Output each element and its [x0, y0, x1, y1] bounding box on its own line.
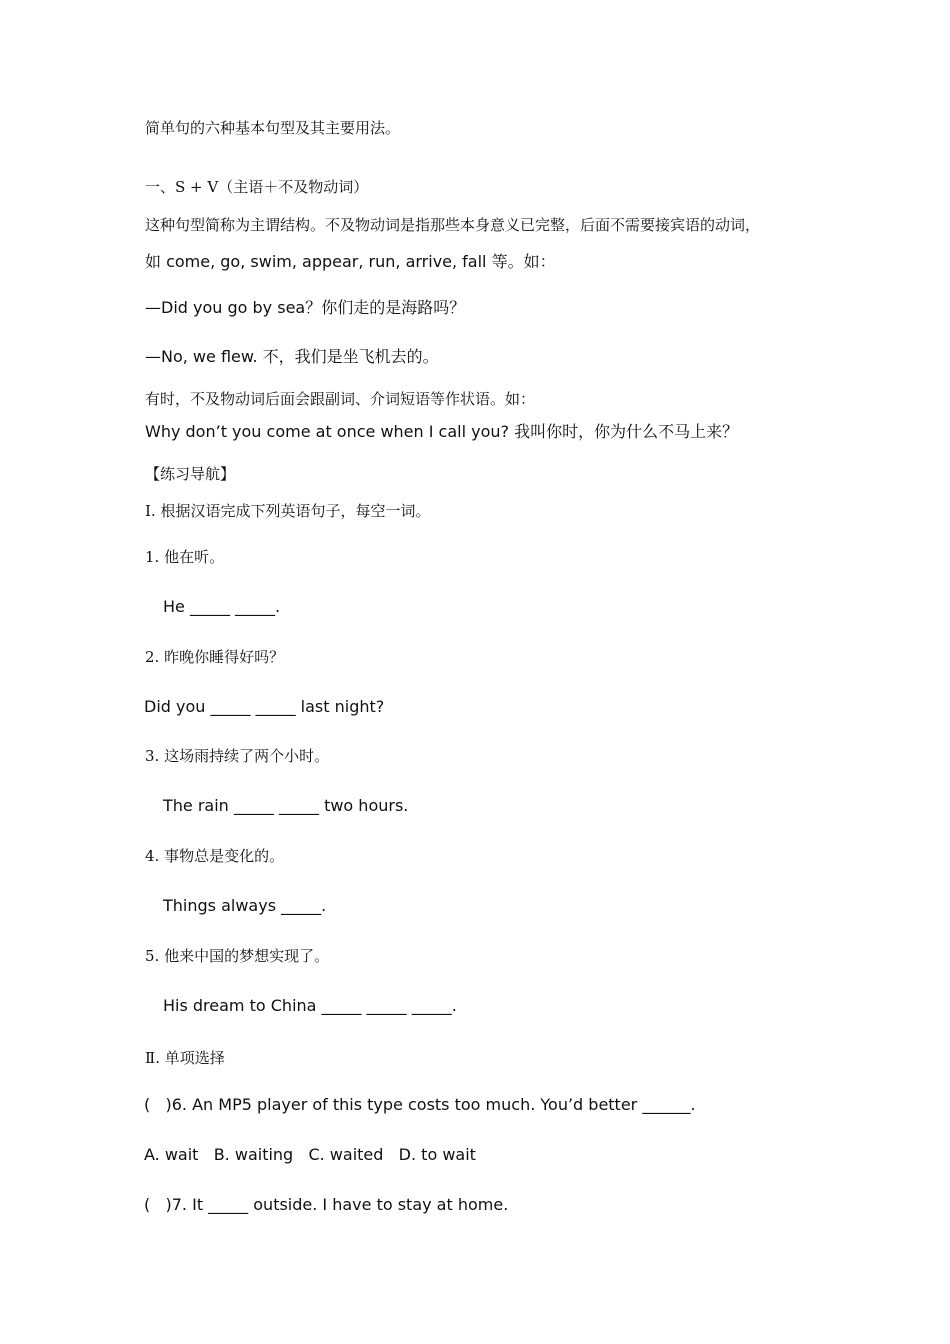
paragraph-line: 有时，不及物动词后面会跟副词、介词短语等作状语。如：: [145, 390, 536, 408]
part-heading: Ⅰ. 根据汉语完成下列英语句子，每空一词。: [145, 502, 431, 520]
multiple-choice-question: ( )6. An MP5 player of this type costs too much. You’d better ______.: [144, 1095, 696, 1114]
exercise-prompt: 4. 事物总是变化的。: [145, 847, 285, 865]
exercise-answer-line: The rain _____ _____ two hours.: [163, 796, 409, 815]
part-heading: Ⅱ. 单项选择: [145, 1049, 225, 1067]
paragraph-line: 这种句型简称为主谓结构。不及物动词是指那些本身意义已完整，后面不需要接宾语的动词，: [145, 216, 761, 234]
multiple-choice-options: A. wait B. waiting C. waited D. to wait: [144, 1145, 476, 1164]
multiple-choice-question: ( )7. It _____ outside. I have to stay at home.: [144, 1195, 509, 1214]
exercise-prompt: 2. 昨晚你睡得好吗？: [145, 648, 285, 666]
page-title: 简单句的六种基本句型及其主要用法。: [145, 119, 401, 137]
exercise-answer-line: His dream to China _____ _____ _____.: [163, 996, 457, 1015]
practice-heading: 【练习导航】: [145, 465, 236, 483]
section-heading-s-v: 一、S + V（主语＋不及物动词）: [145, 178, 369, 196]
exercise-prompt: 5. 他来中国的梦想实现了。: [145, 947, 330, 965]
paragraph-line: 如 come, go, swim, appear, run, arrive, fall 等。如：: [145, 252, 556, 271]
exercise-prompt: 1. 他在听。: [145, 548, 225, 566]
example-sentence: Why don’t you come at once when I call you? 我叫你时，你为什么不马上来？: [145, 422, 739, 441]
example-sentence: —No, we flew. 不，我们是坐飞机去的。: [145, 347, 439, 366]
exercise-answer-line: He _____ _____.: [163, 597, 281, 616]
example-sentence: —Did you go by sea？你们走的是海路吗？: [145, 298, 466, 317]
exercise-answer-line: Did you _____ _____ last night?: [144, 697, 385, 716]
exercise-answer-line: Things always _____.: [163, 896, 327, 915]
exercise-prompt: 3. 这场雨持续了两个小时。: [145, 747, 330, 765]
